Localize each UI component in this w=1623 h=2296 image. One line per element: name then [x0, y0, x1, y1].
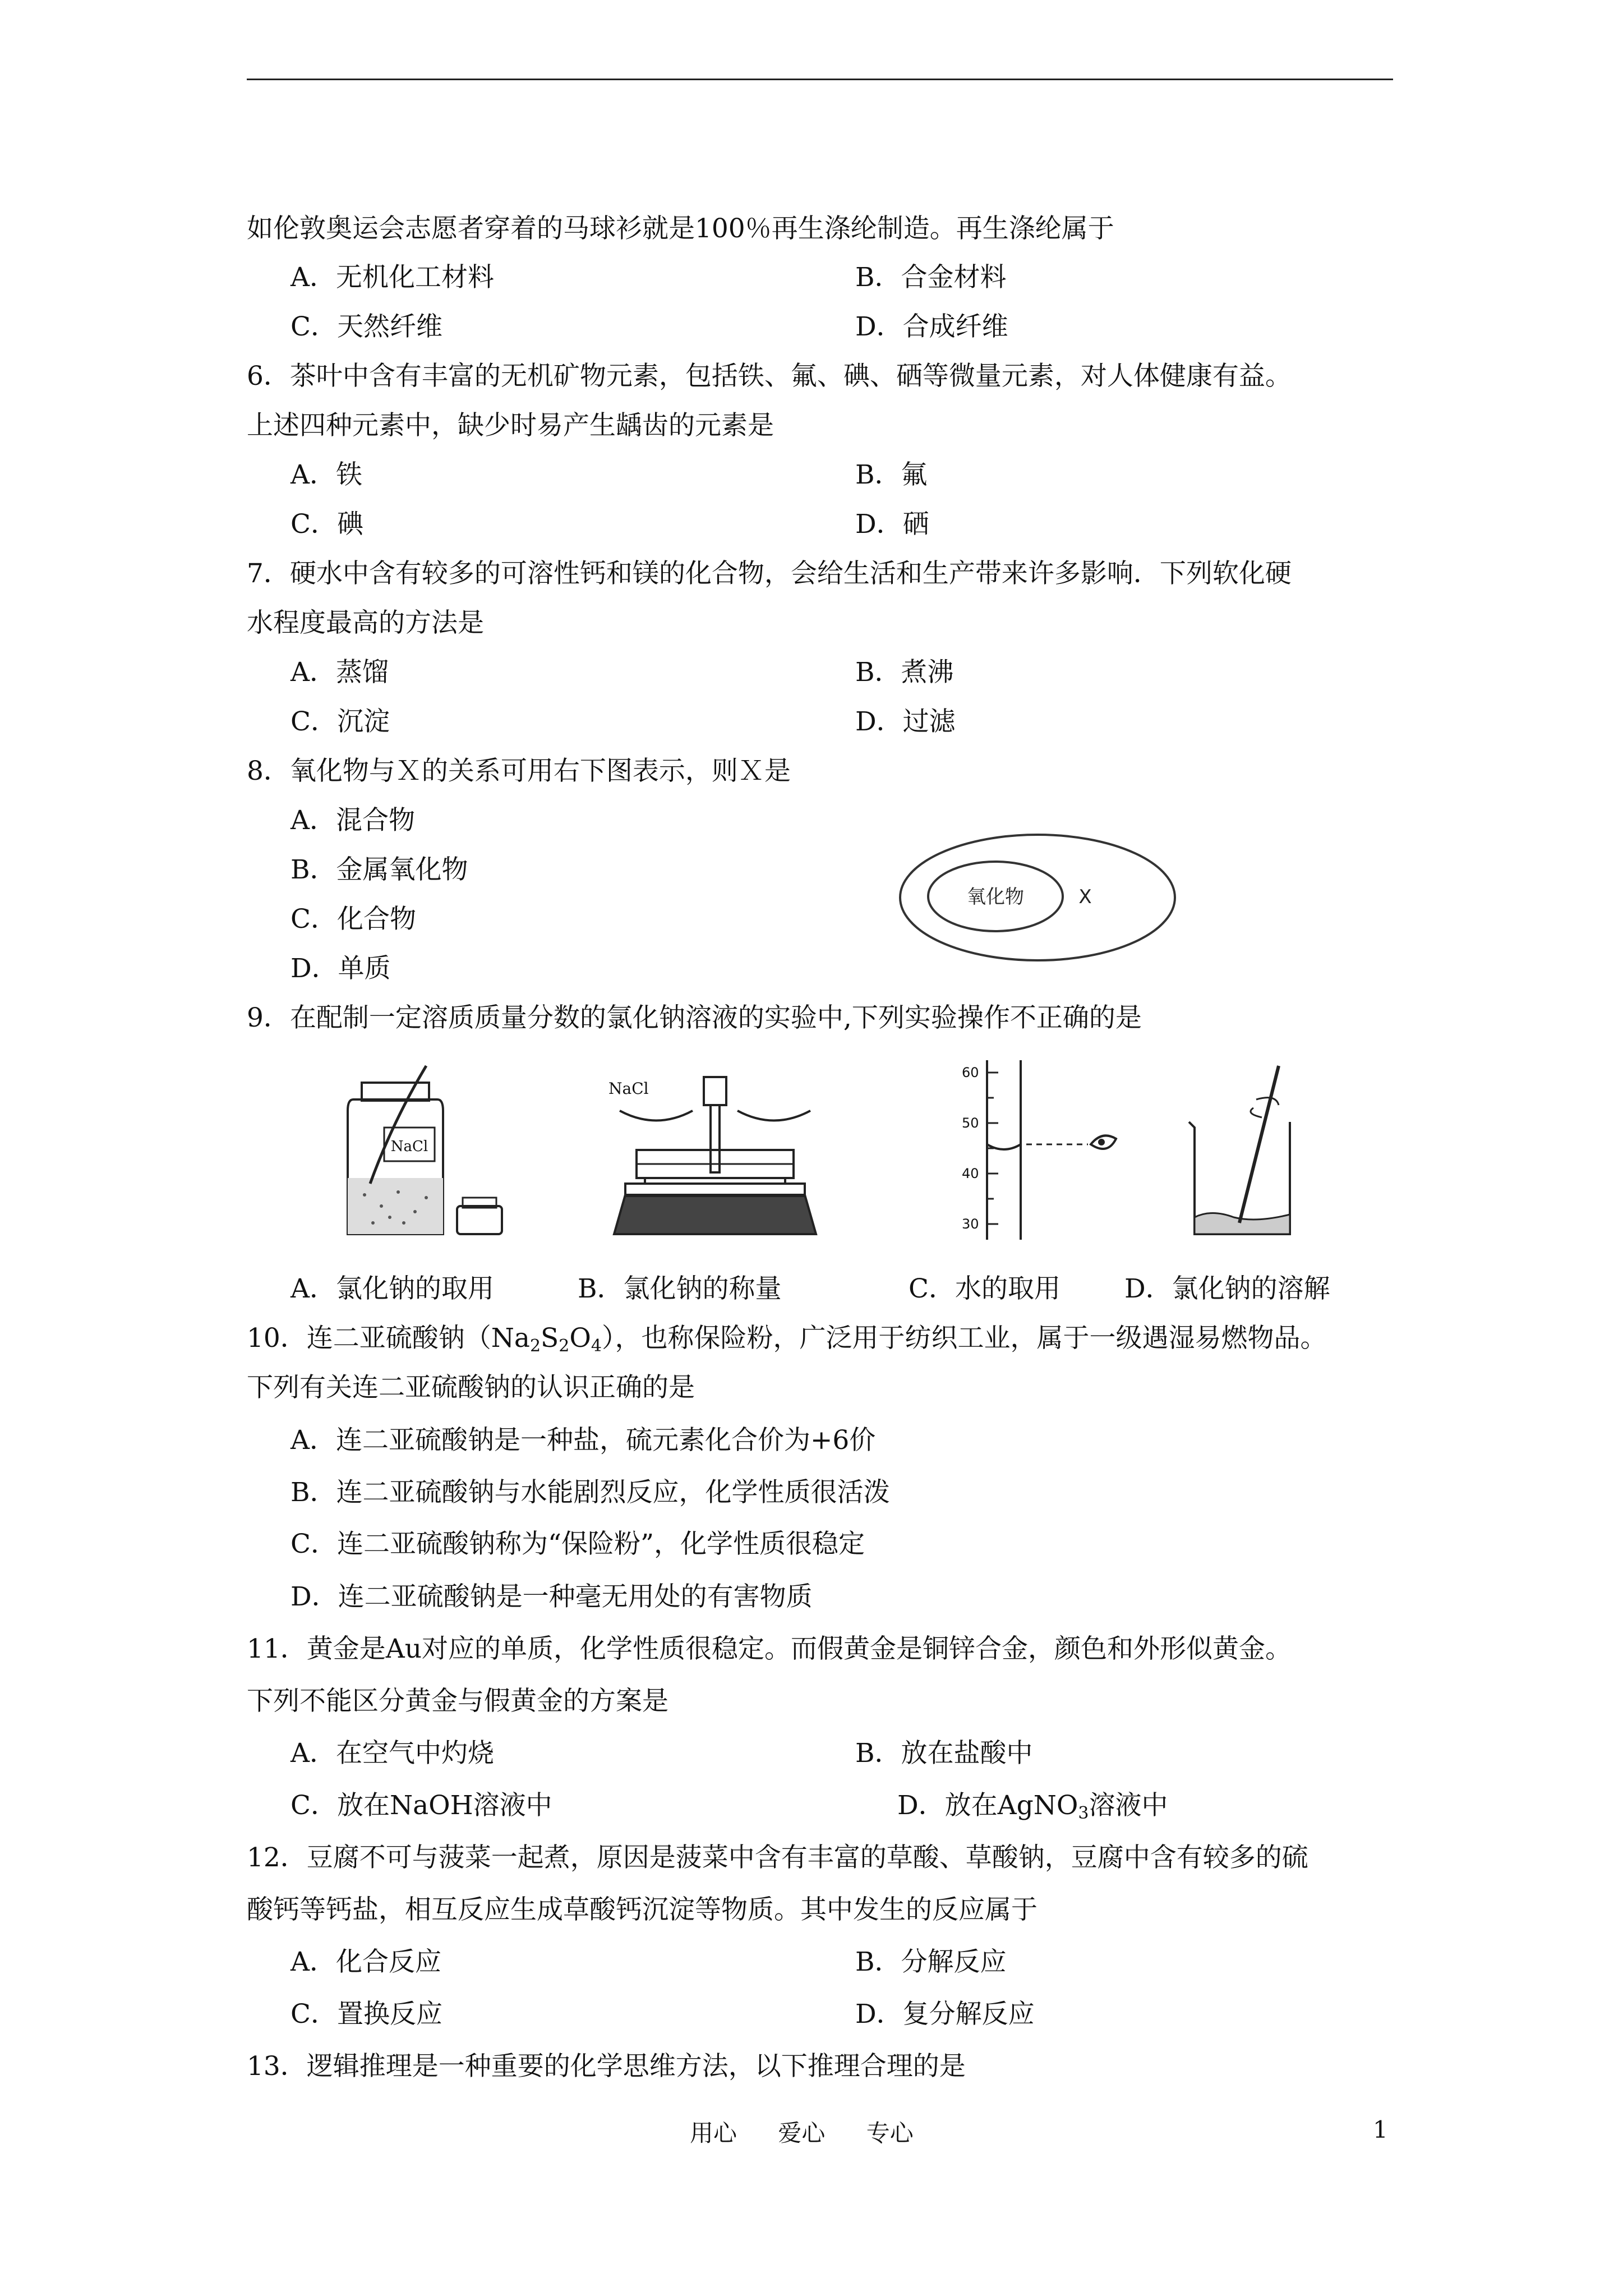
- q12-option-c: C．置换反应: [291, 1999, 442, 2030]
- q10-sub-o: 4: [591, 1336, 602, 1356]
- q5-option-d: D．合成纤维: [855, 311, 1008, 342]
- q8-option-b: B．金属氧化物: [291, 854, 468, 885]
- q10-option-c: C．连二亚硫酸钠称为“保险粉”，化学性质很稳定: [291, 1529, 865, 1559]
- q11-option-d: [897, 1789, 1168, 1823]
- header-rule: [247, 79, 1393, 80]
- q6-option-b: B．氟: [855, 459, 928, 490]
- q10-stem-line2: 下列有关连二亚硫酸钠的认识正确的是: [247, 1372, 695, 1403]
- q10-option-d: D．连二亚硫酸钠是一种毫无用处的有害物质: [291, 1581, 813, 1612]
- q5-option-b: B．合金材料: [855, 262, 1007, 293]
- q5-option-a: A．无机化工材料: [291, 262, 494, 293]
- q10-sub-s: 2: [559, 1336, 570, 1356]
- beaker-stirring-figure: [1178, 1055, 1312, 1245]
- q11-option-d-prefix: D．放在AgNO: [897, 1790, 1078, 1821]
- tick-30: 30: [962, 1216, 979, 1232]
- q7-option-c: C．沉淀: [291, 706, 390, 737]
- q9-stem: 9．在配制一定溶质质量分数的氯化钠溶液的实验中,下列实验操作不正确的是: [247, 1002, 1142, 1033]
- q10-option-a: A．连二亚硫酸钠是一种盐，硫元素化合价为+6价: [291, 1425, 876, 1456]
- q5-option-c: C．天然纤维: [291, 311, 442, 342]
- q12-stem-line1: 12．豆腐不可与菠菜一起煮，原因是菠菜中含有丰富的草酸、草酸钠，豆腐中含有较多的硫: [247, 1842, 1308, 1873]
- q12-stem-line2: 酸钙等钙盐，相互反应生成草酸钙沉淀等物质。其中发生的反应属于: [247, 1894, 1038, 1925]
- q7-stem-line2: 水程度最高的方法是: [247, 608, 484, 638]
- q6-option-d: D．硒: [855, 509, 929, 540]
- q10-stem-line1: [247, 1322, 1326, 1355]
- q10-stem-prefix: 10．连二亚硫酸钠（Na: [247, 1323, 530, 1354]
- balance-label: NaCl: [608, 1079, 649, 1098]
- q6-option-a: A．铁: [291, 459, 362, 490]
- q12-option-a: A．化合反应: [291, 1947, 441, 1977]
- balance-figure: [603, 1055, 827, 1245]
- q9-option-b: B．氯化钠的称量: [578, 1273, 782, 1304]
- q10-stem-suffix: ），也称保险粉，广泛用于纺织工业，属于一级遇湿易燃物品。: [601, 1323, 1327, 1354]
- tick-40: 40: [962, 1166, 979, 1181]
- q7-stem-line1: 7．硬水中含有较多的可溶性钙和镁的化合物，会给生活和生产带来许多影响．下列软化硬: [247, 558, 1292, 589]
- outer-label: X: [1078, 886, 1092, 908]
- inner-label: 氧化物: [967, 886, 1024, 908]
- q11-option-a: A．在空气中灼烧: [291, 1738, 494, 1769]
- q11-option-c: C．放在NaOH溶液中: [291, 1790, 552, 1821]
- q11-stem-line1: 11．黄金是Au对应的单质，化学性质很稳定。而假黄金是铜锌合金，颜色和外形似黄金。: [247, 1634, 1292, 1664]
- eye-icon: [1091, 1135, 1116, 1149]
- q10-stem-s: S: [541, 1323, 559, 1354]
- q8-option-d: D．单质: [291, 953, 391, 984]
- q9-option-d: D．氯化钠的溶解: [1124, 1273, 1330, 1304]
- q7-option-d: D．过滤: [855, 706, 956, 737]
- q12-option-b: B．分解反应: [855, 1947, 1007, 1977]
- q11-option-d-sub: 3: [1078, 1803, 1089, 1823]
- q11-option-b: B．放在盐酸中: [855, 1738, 1033, 1769]
- q11-option-d-suffix: 溶液中: [1089, 1790, 1168, 1821]
- q7-option-a: A．蒸馏: [291, 657, 389, 688]
- q11-stem-line2: 下列不能区分黄金与假黄金的方案是: [247, 1686, 668, 1717]
- intro-line: 如伦敦奥运会志愿者穿着的马球衫就是100％再生涤纶制造。再生涤纶属于: [247, 213, 1114, 244]
- q6-option-c: C．碘: [291, 509, 363, 540]
- page-number: 1: [1373, 2116, 1388, 2143]
- oxide-relationship-diagram: [897, 830, 1178, 965]
- nacl-jar-figure: [331, 1055, 510, 1245]
- tick-60: 60: [962, 1065, 979, 1080]
- q6-stem-line1: 6．茶叶中含有丰富的无机矿物元素，包括铁、氟、碘、硒等微量元素，对人体健康有益。: [247, 361, 1292, 392]
- q10-sub-na: 2: [529, 1336, 541, 1356]
- q13-stem: 13．逻辑推理是一种重要的化学思维方法，以下推理合理的是: [247, 2051, 966, 2082]
- q8-option-c: C．化合物: [291, 904, 416, 935]
- q10-option-b: B．连二亚硫酸钠与水能剧烈反应，化学性质很活泼: [291, 1477, 890, 1508]
- outer-ellipse-x: [900, 835, 1175, 960]
- q6-stem-line2: 上述四种元素中，缺少时易产生龋齿的元素是: [247, 410, 774, 441]
- tick-50: 50: [962, 1115, 979, 1131]
- q9-option-a: A．氯化钠的取用: [291, 1273, 494, 1304]
- q9-option-c: C．水的取用: [909, 1273, 1061, 1304]
- jar-label: NaCl: [390, 1138, 428, 1155]
- q8-stem: 8．氧化物与Ｘ的关系可用右下图表示，则Ｘ是: [247, 756, 791, 786]
- q10-stem-o: O: [569, 1323, 591, 1354]
- graduated-cylinder-figure: [942, 1055, 1127, 1245]
- q12-option-d: D．复分解反应: [855, 1999, 1035, 2030]
- q8-option-a: A．混合物: [291, 805, 415, 836]
- q7-option-b: B．煮沸: [855, 657, 954, 688]
- page-footer-motto: 用心 爱心 专心: [690, 2119, 914, 2147]
